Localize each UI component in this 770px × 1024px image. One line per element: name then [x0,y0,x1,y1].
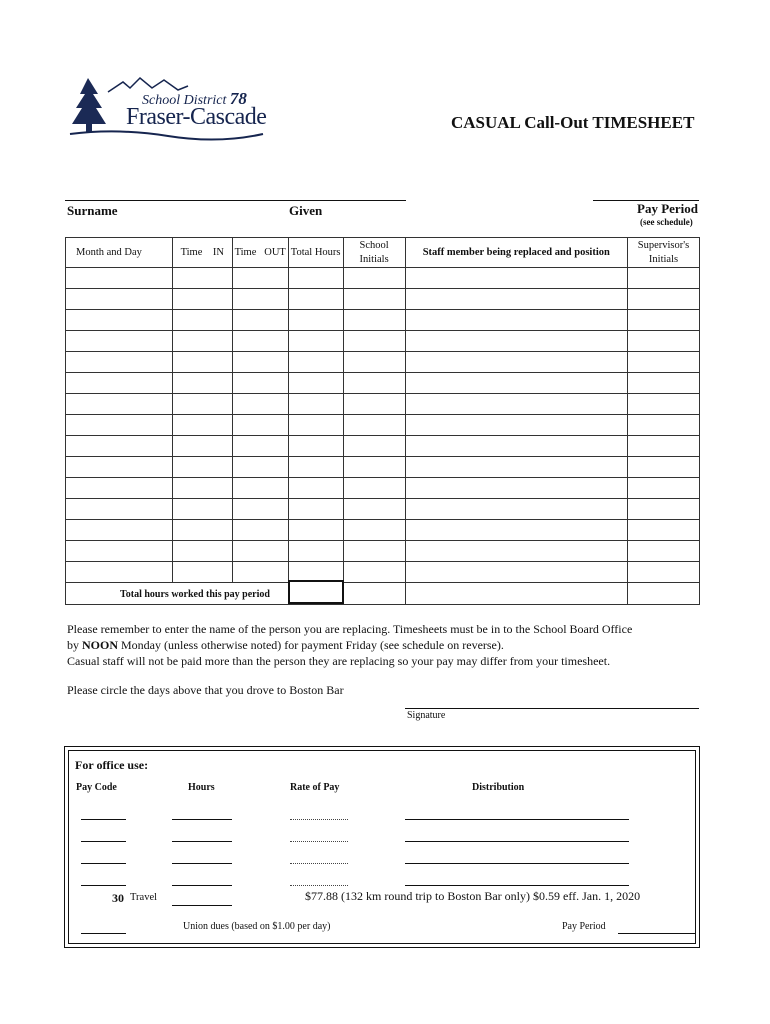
table-cell[interactable] [343,268,405,289]
table-cell[interactable] [628,562,700,583]
table-row [66,268,700,289]
table-cell[interactable] [288,520,343,541]
table-cell[interactable] [66,289,173,310]
table-cell[interactable] [172,268,232,289]
table-cell[interactable] [405,436,627,457]
travel-note: $77.88 (132 km round trip to Boston Bar only) $0.59 eff. Jan. 1, 2020 [305,889,641,903]
table-cell[interactable] [628,478,700,499]
table-row [66,562,700,583]
office-use-box [64,746,700,948]
table-cell[interactable] [288,289,343,310]
rate-line[interactable] [290,819,348,820]
hours-line[interactable] [172,863,232,864]
table-cell[interactable] [232,289,288,310]
rate-line[interactable] [290,863,348,864]
union-dues-line[interactable] [81,933,126,934]
surname-label: Surname [67,203,118,218]
table-cell[interactable] [288,373,343,394]
table-cell[interactable] [172,310,232,331]
hours-line[interactable] [172,819,232,820]
table-cell[interactable] [66,268,173,289]
distribution-header: Distribution [472,782,525,793]
table-cell[interactable] [232,310,288,331]
table-cell[interactable] [343,289,405,310]
table-row [66,310,700,331]
page-title: CASUAL Call-Out TIMESHEET [451,113,695,132]
logo-subtitle: School District 78 [142,89,247,108]
table-row [66,457,700,478]
table-cell[interactable] [343,499,405,520]
distribution-line[interactable] [405,863,629,864]
table-cell[interactable] [66,478,173,499]
table-cell[interactable] [628,520,700,541]
hours-header: Hours [188,782,215,793]
table-cell[interactable] [405,541,627,562]
given-label: Given [289,203,323,218]
table-cell[interactable] [232,436,288,457]
table-cell[interactable] [172,352,232,373]
note-line-3: Casual staff will not be paid more than the person they are replacing so your pay may differ from your timesheet. [67,654,611,668]
table-cell[interactable] [343,562,405,583]
table-row [66,415,700,436]
table-row [66,394,700,415]
table-cell[interactable] [172,331,232,352]
table-row [66,499,700,520]
table-cell[interactable] [232,352,288,373]
note-line-1: Please remember to enter the name of the person you are replacing. Timesheets must be in to the School Board Office [67,622,633,636]
table-cell[interactable] [288,352,343,373]
rate-line[interactable] [290,885,348,886]
pay-code-line[interactable] [81,841,126,842]
signature-label: Signature [407,710,446,721]
table-cell[interactable] [288,331,343,352]
table-cell[interactable] [232,541,288,562]
table-cell[interactable] [172,394,232,415]
table-cell[interactable] [172,520,232,541]
table-cell[interactable] [288,499,343,520]
table-cell[interactable] [343,436,405,457]
table-cell[interactable] [172,289,232,310]
table-cell[interactable] [288,268,343,289]
table-cell[interactable] [343,394,405,415]
table-cell[interactable] [405,289,627,310]
table-cell[interactable] [66,415,173,436]
table-cell[interactable] [343,373,405,394]
table-cell[interactable] [172,436,232,457]
table-cell[interactable] [66,436,173,457]
pay-code-line[interactable] [81,863,126,864]
pay-code-header: Pay Code [76,782,117,793]
table-cell[interactable] [288,436,343,457]
table-cell[interactable] [232,457,288,478]
table-cell[interactable] [232,415,288,436]
office-pay-period-line[interactable] [618,933,696,934]
table-row [66,436,700,457]
distribution-line[interactable] [405,841,629,842]
col-school-initials: School Initials [343,238,405,268]
note-line-2: by NOON Monday (unless otherwise noted) for payment Friday (see schedule on reverse). [67,638,504,652]
table-cell[interactable] [232,499,288,520]
table-cell[interactable] [343,520,405,541]
table-cell[interactable] [405,373,627,394]
col-time-in: Time IN [172,238,232,268]
table-cell[interactable] [405,394,627,415]
table-cell[interactable] [628,373,700,394]
table-cell[interactable] [172,415,232,436]
table-cell[interactable] [232,394,288,415]
table-cell[interactable] [405,331,627,352]
table-cell[interactable] [232,562,288,583]
table-cell[interactable] [172,541,232,562]
table-cell[interactable] [343,478,405,499]
table-cell[interactable] [172,499,232,520]
table-cell[interactable] [288,310,343,331]
table-header-row [66,238,700,268]
col-supervisor-initials: Supervisor's Initials [628,238,700,268]
table-row [66,373,700,394]
table-cell[interactable] [66,457,173,478]
table-cell[interactable] [405,268,627,289]
table-cell[interactable] [66,520,173,541]
table-row [66,331,700,352]
table-cell[interactable] [288,478,343,499]
logo-name: Fraser-Cascade [126,104,267,130]
table-cell[interactable] [66,499,173,520]
table-row [66,289,700,310]
rate-line[interactable] [290,841,348,842]
table-cell[interactable] [628,541,700,562]
table-cell[interactable] [288,415,343,436]
table-cell[interactable] [288,541,343,562]
table-cell[interactable] [628,310,700,331]
table-cell[interactable] [343,310,405,331]
total-hours-label: Total hours worked this pay period [120,589,270,600]
table-cell[interactable] [628,352,700,373]
table-cell[interactable] [288,457,343,478]
col-total-hours: Total Hours [288,238,343,268]
col-staff-replaced: Staff member being replaced and position [405,238,627,268]
table-cell[interactable] [628,583,700,605]
table-cell[interactable] [628,289,700,310]
table-cell[interactable] [405,478,627,499]
table-cell[interactable] [66,310,173,331]
signature-line[interactable] [405,708,699,709]
travel-label: Travel [130,892,158,903]
distribution-line[interactable] [405,819,629,820]
table-cell[interactable] [66,373,173,394]
table-cell[interactable] [628,415,700,436]
table-cell[interactable] [343,457,405,478]
table-row [66,541,700,562]
see-schedule-note: (see schedule) [640,217,693,227]
table-cell[interactable] [628,499,700,520]
office-use-heading: For office use: [75,758,149,772]
note-boston-bar: Please circle the days above that you drove to Boston Bar [67,683,344,697]
office-pay-period-label: Pay Period [562,921,606,932]
district-logo [68,74,268,144]
travel-hours-line[interactable] [172,905,232,906]
union-dues-label: Union dues (based on $1.00 per day) [183,921,331,932]
table-cell[interactable] [172,457,232,478]
hours-line[interactable] [172,841,232,842]
table-cell[interactable] [405,457,627,478]
table-row [66,520,700,541]
table-cell[interactable] [232,268,288,289]
table-cell[interactable] [232,373,288,394]
table-cell[interactable] [405,499,627,520]
table-cell[interactable] [405,583,627,605]
pay-code-line[interactable] [81,819,126,820]
table-cell[interactable] [628,394,700,415]
table-cell[interactable] [343,415,405,436]
distribution-line[interactable] [405,885,629,886]
table-cell[interactable] [628,331,700,352]
table-row [66,352,700,373]
table-cell[interactable] [343,352,405,373]
table-cell[interactable] [405,520,627,541]
table-cell[interactable] [405,562,627,583]
table-row [66,478,700,499]
table-cell[interactable] [628,436,700,457]
table-cell[interactable] [628,457,700,478]
col-time-out: Time OUT [232,238,288,268]
hours-line[interactable] [172,885,232,886]
table-cell[interactable] [66,562,173,583]
table-cell[interactable] [405,310,627,331]
table-cell[interactable] [66,541,173,562]
pay-period-label: Pay Period [637,201,699,216]
table-cell[interactable] [232,331,288,352]
name-line[interactable] [65,200,406,201]
table-cell[interactable] [405,415,627,436]
table-cell[interactable] [172,373,232,394]
table-cell[interactable] [343,541,405,562]
table-cell[interactable] [628,268,700,289]
table-cell[interactable] [288,394,343,415]
table-cell[interactable] [232,478,288,499]
travel-code: 30 [112,891,124,905]
rate-header: Rate of Pay [290,782,340,793]
table-cell[interactable] [405,352,627,373]
total-hours-box[interactable] [288,580,344,604]
table-cell[interactable] [66,352,173,373]
table-cell[interactable] [343,331,405,352]
table-cell[interactable] [66,394,173,415]
table-cell[interactable] [66,331,173,352]
table-cell[interactable] [172,562,232,583]
pay-code-line[interactable] [81,885,126,886]
timesheet-table [65,237,700,605]
table-cell[interactable] [343,583,405,605]
table-cell[interactable] [172,478,232,499]
table-cell[interactable] [232,520,288,541]
col-month-day: Month and Day [66,238,173,268]
